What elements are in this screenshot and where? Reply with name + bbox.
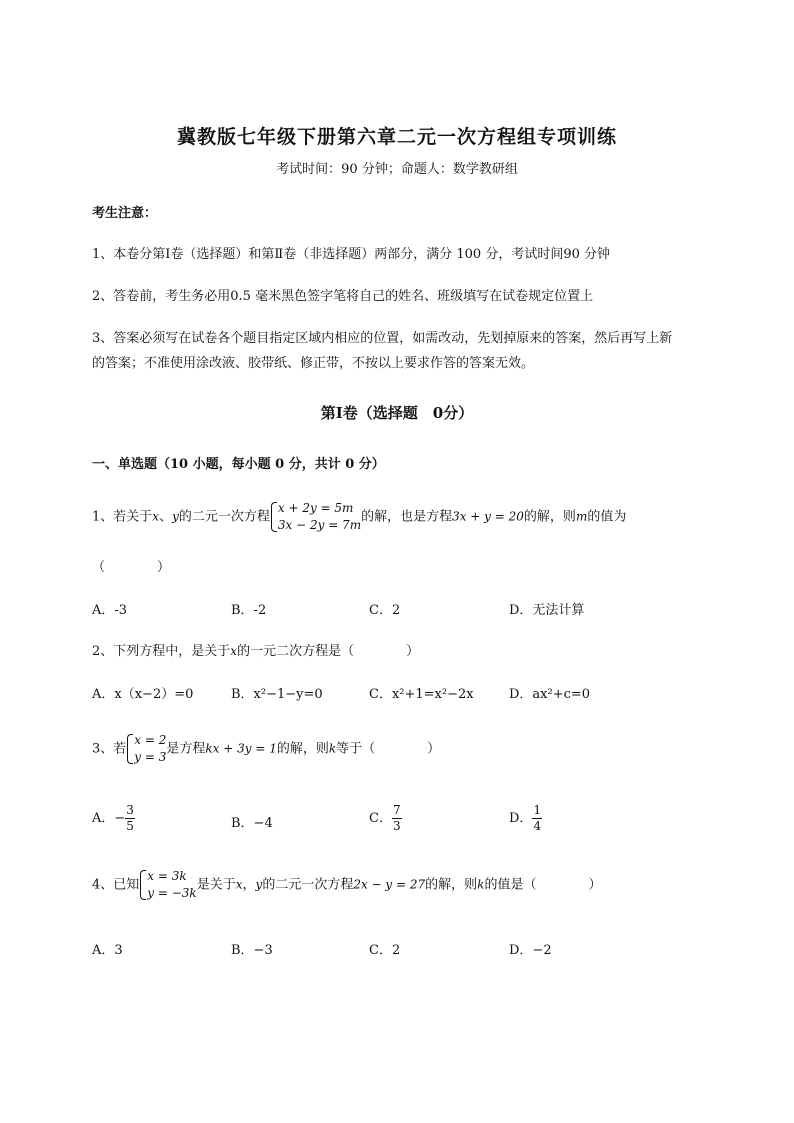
q3-eq1: x = 2 <box>134 733 167 747</box>
q1-sep: 、 <box>159 509 173 525</box>
q4-equation-system <box>139 868 196 902</box>
q3-suffix: 等于（ ） <box>336 741 441 757</box>
notice-heading: 考生注意： <box>92 206 158 221</box>
q4-option-d[interactable]: D．−2 <box>509 943 552 958</box>
q1-option-d[interactable]: D．无法计算 <box>509 603 585 618</box>
q3-option-d-fraction <box>532 803 542 834</box>
q4-option-a[interactable]: A．3 <box>92 943 123 958</box>
q3-var-k: k <box>328 741 337 756</box>
q2-suffix: 的一元二次方程是（ ） <box>237 644 420 659</box>
section-title: 第Ⅰ卷（选择题 0分） <box>320 404 474 422</box>
q4-option-b[interactable]: B．−3 <box>231 943 273 958</box>
q4-var-k: k <box>477 877 485 892</box>
q1-mid3: 的解，则 <box>523 509 576 525</box>
q3-prefix: 3、若 <box>92 741 127 757</box>
q4-mid2: 的二元一次方程 <box>262 877 354 893</box>
q1-var-m: m <box>575 509 588 524</box>
q3-option-b[interactable] <box>231 812 273 831</box>
q1-eq1: x + 2y = 5m <box>277 501 354 515</box>
q3-option-c-fraction <box>392 803 402 834</box>
q3-option-c-label: C． <box>369 811 392 826</box>
part-title: 一、单选题（10 小题，每小题 0 分，共计 0 分） <box>92 457 385 472</box>
q4-eq1: x = 3k <box>147 869 187 883</box>
page-title: 冀教版七年级下册第六章二元一次方程组专项训练 <box>176 126 617 148</box>
q3-option-a-label: A．− <box>92 811 126 826</box>
q3-option-a-den: 5 <box>126 819 134 833</box>
q3-option-d-num: 1 <box>533 803 542 817</box>
q1-option-b[interactable]: B．-2 <box>231 603 267 618</box>
q4-eq2: y = −3k <box>147 886 197 900</box>
notice-item-3: 3、答案必须写在试卷各个题目指定区域内相应的位置，如需改动，先划掉原来的答案，然后再写上新 <box>92 331 673 346</box>
q4-sep: ， <box>242 877 256 893</box>
q4-mid3: 的解，则 <box>425 877 478 893</box>
q3-option-a[interactable] <box>92 803 135 834</box>
q1-option-a[interactable]: A．-3 <box>92 603 128 618</box>
q4-eq3: 2x − y = 27 <box>353 877 426 892</box>
question-4 <box>92 868 601 902</box>
q3-option-b-label: B．−4 <box>231 816 273 831</box>
q2-prefix: 2、下列方程中，是关于 <box>92 644 231 659</box>
q1-answer-paren: （ ） <box>92 560 171 575</box>
q3-mid2: 的解，则 <box>276 741 329 757</box>
q1-option-c[interactable]: C．2 <box>369 603 401 618</box>
q3-equation-system <box>126 732 166 766</box>
q1-eq3: 3x + y = 20 <box>452 509 524 524</box>
notice-item-3-cont: 的答案；不准使用涂改液、胶带纸、修正带，不按以上要求作答的答案无效。 <box>92 356 535 371</box>
q1-mid2: 的解，也是方程 <box>361 509 453 525</box>
q4-option-c[interactable]: C．2 <box>369 943 401 958</box>
q3-option-a-fraction <box>125 803 135 834</box>
q4-mid: 是关于 <box>196 877 236 893</box>
q2-var-x: x <box>230 644 238 658</box>
q3-option-d-label: D． <box>509 811 533 826</box>
question-2 <box>92 640 419 659</box>
q3-eq3: kx + 3y = 1 <box>205 741 277 756</box>
q4-var-y: y <box>255 877 263 892</box>
q1-suffix: 的值为 <box>587 509 627 525</box>
q3-mid: 是方程 <box>166 741 206 757</box>
notice-item-1: 1、本卷分第Ⅰ卷（选择题）和第Ⅱ卷（非选择题）两部分，满分 100 分，考试时间90 分钟 <box>92 247 610 262</box>
notice-item-2: 2、答卷前，考生务必用0.5 毫米黑色签字笔将自己的姓名、班级填写在试卷规定位置上 <box>92 289 594 304</box>
q2-option-c[interactable]: C．x²+1=x²−2x <box>369 687 474 702</box>
q2-option-a[interactable]: A．x（x−2）=0 <box>92 687 194 702</box>
q2-option-d[interactable]: D．ax²+c=0 <box>509 687 591 702</box>
q1-var-y: y <box>172 509 179 524</box>
q1-prefix: 1、若关于 <box>92 509 153 525</box>
q2-option-b[interactable]: B．x²−1−y=0 <box>231 687 323 702</box>
q1-mid: 的二元一次方程 <box>178 509 270 525</box>
q3-option-d[interactable] <box>509 803 542 834</box>
q3-option-c[interactable] <box>369 803 402 834</box>
exam-info: 考试时间：90 分钟；命题人：数学教研组 <box>276 162 518 177</box>
q1-equation-system <box>270 500 361 534</box>
q1-var-x: x <box>152 509 160 524</box>
q4-var-x: x <box>235 877 243 892</box>
q4-prefix: 4、已知 <box>92 877 140 893</box>
q3-option-d-den: 4 <box>533 819 542 833</box>
question-1 <box>92 500 626 534</box>
q3-option-c-num: 7 <box>392 803 401 817</box>
q3-option-c-den: 3 <box>392 819 401 833</box>
q3-option-a-num: 3 <box>126 803 134 817</box>
question-3 <box>92 732 440 766</box>
q1-eq2: 3x − 2y = 7m <box>277 518 362 532</box>
q3-eq2: y = 3 <box>134 750 167 764</box>
q4-suffix: 的值是（ ） <box>484 877 602 893</box>
